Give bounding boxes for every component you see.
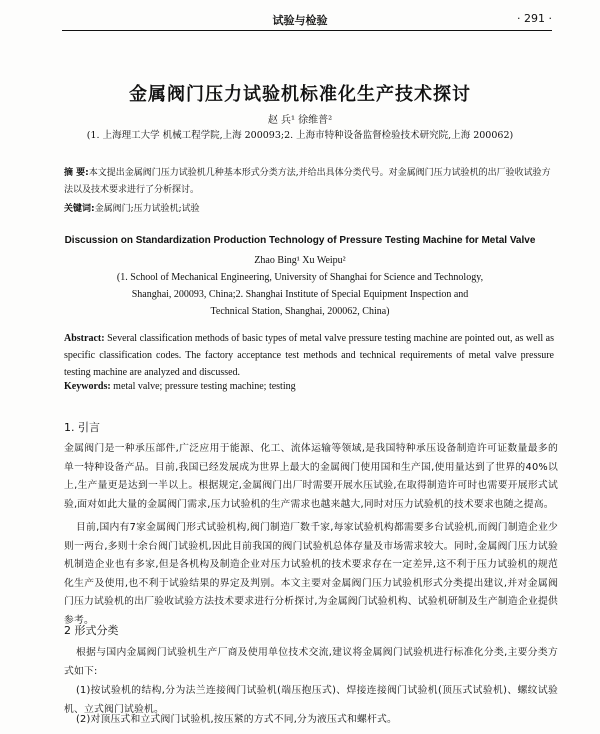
classification-item: (2)对顶压式和立式阀门试验机,按压紧的方式不同,分为液压式和螺杆式。 xyxy=(76,714,398,725)
chinese-keywords-label: 关键词: xyxy=(64,204,95,214)
english-abstract xyxy=(64,330,554,381)
english-authors: Zhao Bing¹ Xu Weipu² xyxy=(254,255,346,266)
section-heading-classification: 2 形式分类 xyxy=(64,624,119,637)
section-heading-introduction: 1. 引言 xyxy=(64,421,100,434)
classification-item: (1)按试验机的结构,分为法兰连接阀门试验机(端压抱压式)、焊接连接阀门试验机(顶压式试验机)、螺纹试验机、立式阀门试验机。 xyxy=(64,685,558,715)
english-abstract-label: Abstract: xyxy=(64,333,105,344)
english-keywords-text: metal valve; pressure testing machine; testing xyxy=(113,381,296,392)
english-affiliation-line: Technical Station, Shanghai, 200062, China) xyxy=(210,306,390,317)
chinese-abstract-label: 摘 要: xyxy=(64,168,89,178)
chinese-abstract-text: 本文提出金属阀门压力试验机几种基本形式分类方法,并给出具体分类代号。对金属阀门压力试验机的出厂验收试验方法以及技术要求进行了分析探讨。 xyxy=(64,168,551,195)
header-rule xyxy=(62,30,552,31)
english-affiliation-line: (1. School of Mechanical Engineering, University of Shanghai for Science and Technology, xyxy=(116,272,484,283)
english-title: Discussion on Standardization Production Technology of Pressure Testing Machine for Metal Valve xyxy=(64,235,536,246)
section2-paragraph: 根据与国内金属阀门试验机生产厂商及使用单位技术交流,建议将金属阀门试验机进行标准化分类,主要分类方式如下: xyxy=(64,647,558,677)
running-header-journal: 试验与检验 xyxy=(272,14,328,27)
chinese-title: 金属阀门压力试验机标准化生产技术探讨 xyxy=(129,84,471,105)
chinese-authors: 赵 兵¹ 徐维普² xyxy=(267,115,333,126)
chinese-keywords xyxy=(64,201,554,214)
english-author-block xyxy=(0,252,600,320)
english-affiliation-line: Shanghai, 200093, China;2. Shanghai Institute of Special Equipment Inspection and xyxy=(131,289,469,300)
english-keywords-label: Keywords: xyxy=(64,381,111,392)
chinese-keywords-text: 金属阀门;压力试验机;试验 xyxy=(94,204,200,214)
page-number: · 291 · xyxy=(517,12,552,25)
chinese-abstract xyxy=(64,165,554,199)
chinese-affiliation: (1. 上海理工大学 机械工程学院,上海 200093;2. 上海市特种设备监督检验技术研究院,上海 200062) xyxy=(86,130,514,141)
english-keywords xyxy=(64,381,554,392)
english-abstract-text: Several classification methods of basic types of metal valve pressure testing machine are pointed out, as well as specific classification codes. The factory acceptance test methods and technical requirements of metal valve pressure testing machine are analyzed and discussed. xyxy=(64,333,555,378)
section1-paragraph: 目前,国内有7家金属阀门形式试验机构,阀门制造厂数千家,每家试验机构都需要多台试验机,而阀门制造企业少则一两台,多则十余台阀门试验机,因此目前我国的阀门试验机总体存量及市场需求较大。同时,金属阀门压力试验机制造企业也有多家,但是各机构及制造企业对压力试验机的技术要求存在一定差异,这不利于压力试验机的规范化生产及使用,也不利于试验结果的界定及判别。本文主要对金属阀门压力试验机形式分类提出建议,并对金属阀门压力试验机的出厂验收试验方法技术要求进行分析探讨,为金属阀门试验机构、试验机研制及生产制造企业提供参考。 xyxy=(64,522,558,626)
section1-paragraph: 金属阀门是一种承压部件,广泛应用于能源、化工、流体运输等领域,是我国特种承压设备制造许可证数量最多的单一特种设备产品。目前,我国已经发展成为世界上最大的金属阀门使用国和生产国,使用量达到了世界的40%以上,生产量更是达到一半以上。根据规定,金属阀门出厂时需要开展水压试验,在取得制造许可时也需要开展形式试验,面对如此大量的金属阀门需求,压力试验机的生产需求也越来越大,同时对压力试验机的技术要求也随之提高。 xyxy=(64,443,558,510)
